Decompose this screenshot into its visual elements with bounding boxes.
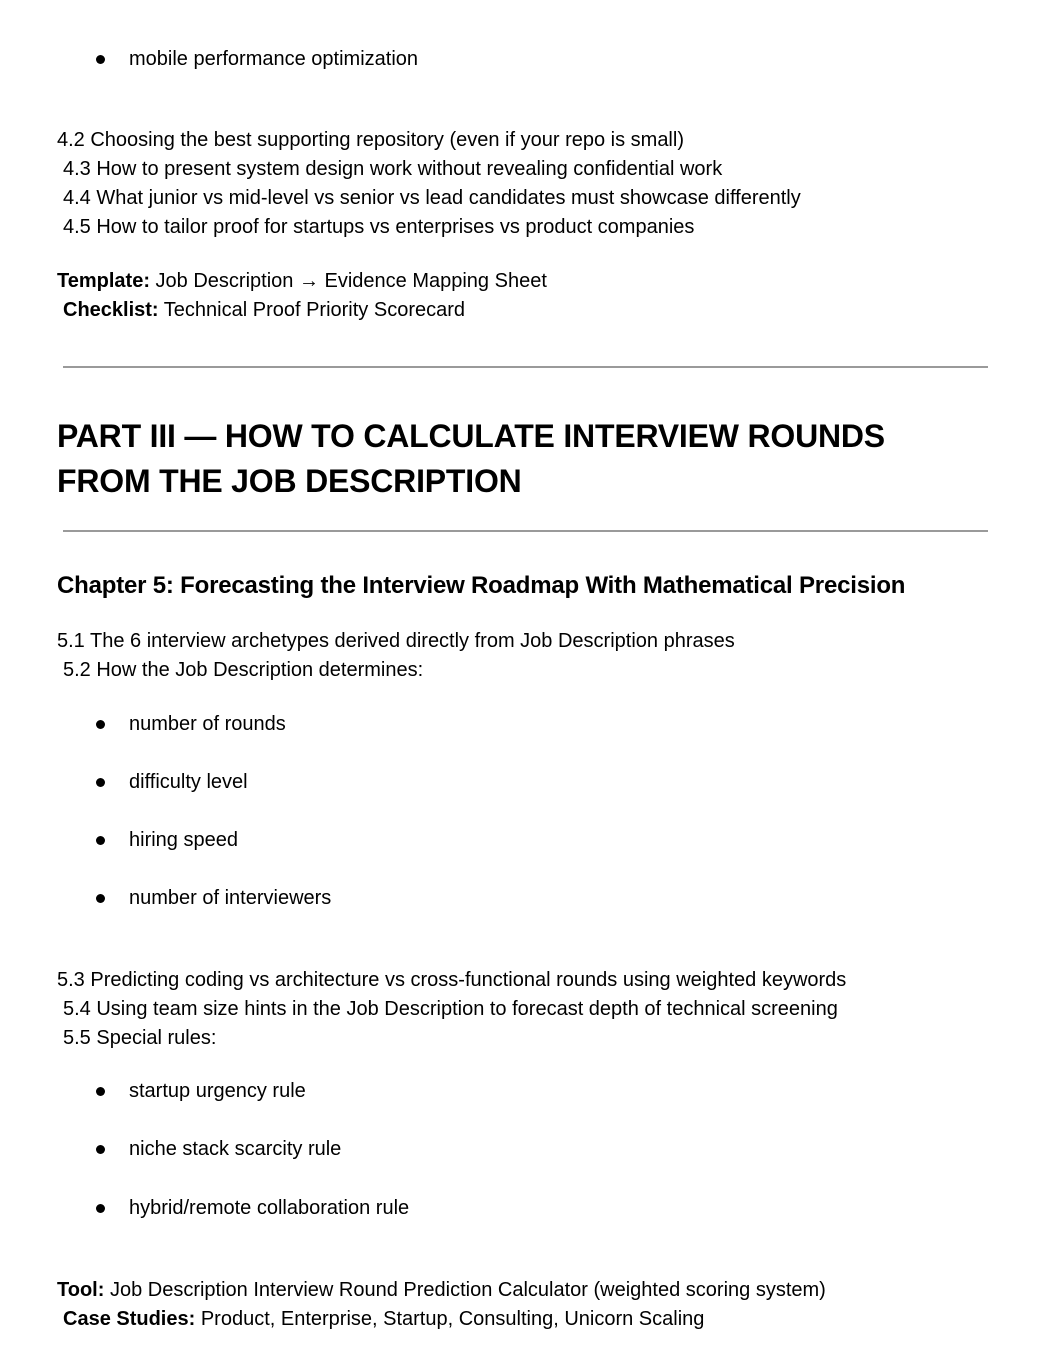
section-item-5-4: 5.4 Using team size hints in the Job Description to forecast depth of technical screening: [63, 998, 838, 1020]
list-item-label: number of rounds: [129, 713, 286, 735]
chapter-title: Chapter 5: Forecasting the Interview Roadmap With Mathematical Precision: [57, 572, 906, 599]
case-studies-line: [63, 1305, 704, 1334]
bullet-icon: [96, 894, 105, 903]
section-item-4-5: 4.5 How to tailor proof for startups vs enterprises vs product companies: [63, 216, 695, 238]
list-item-label: startup urgency rule: [129, 1080, 306, 1102]
tool-label: Tool:: [57, 1279, 105, 1301]
bullet-icon: [96, 836, 105, 845]
bullet-icon: [96, 1087, 105, 1096]
list-item-label: hybrid/remote collaboration rule: [129, 1197, 410, 1219]
checklist-value: Technical Proof Priority Scorecard: [158, 299, 466, 321]
case-studies-label: Case Studies:: [63, 1308, 196, 1330]
part-title-line-2: FROM THE JOB DESCRIPTION: [57, 463, 522, 499]
part-title: [57, 414, 885, 504]
section-item-5-2: 5.2 How the Job Description determines:: [63, 659, 424, 681]
bullet-icon: [96, 778, 105, 787]
bullet-icon: [96, 1145, 105, 1154]
list-item-label: number of interviewers: [129, 887, 332, 909]
horizontal-divider: [63, 530, 988, 532]
section-item-5-1: 5.1 The 6 interview archetypes derived directly from Job Description phrases: [57, 630, 735, 652]
template-label: Template:: [57, 270, 150, 292]
bullet-icon: [96, 720, 105, 729]
section-item-5-3: 5.3 Predicting coding vs architecture vs cross-functional rounds using weighted keywords: [57, 969, 847, 991]
checklist-line: [63, 296, 465, 325]
list-item-label: difficulty level: [129, 771, 248, 793]
bullet-icon: [96, 1204, 105, 1213]
tool-value: Job Description Interview Round Prediction Calculator (weighted scoring system): [104, 1279, 826, 1301]
horizontal-divider: [63, 366, 988, 368]
section-item-5-5: 5.5 Special rules:: [63, 1027, 217, 1049]
bullet-icon: [96, 55, 105, 64]
case-studies-value: Product, Enterprise, Startup, Consulting, Unicorn Scaling: [195, 1308, 705, 1330]
part-title-line-1: PART III — HOW TO CALCULATE INTERVIEW ROUNDS: [57, 418, 885, 454]
section-item-4-4: 4.4 What junior vs mid-level vs senior vs lead candidates must showcase differently: [63, 187, 801, 209]
list-item-label: niche stack scarcity rule: [129, 1138, 342, 1160]
section-item-4-2: 4.2 Choosing the best supporting repository (even if your repo is small): [57, 129, 684, 151]
section-item-4-3: 4.3 How to present system design work without revealing confidential work: [63, 158, 723, 180]
template-value: Job Description → Evidence Mapping Sheet: [149, 270, 547, 292]
template-line: [57, 267, 547, 296]
list-item-label: hiring speed: [129, 829, 238, 851]
checklist-label: Checklist:: [63, 299, 159, 321]
tool-line: [57, 1276, 826, 1305]
list-item-label: mobile performance optimization: [129, 48, 419, 70]
